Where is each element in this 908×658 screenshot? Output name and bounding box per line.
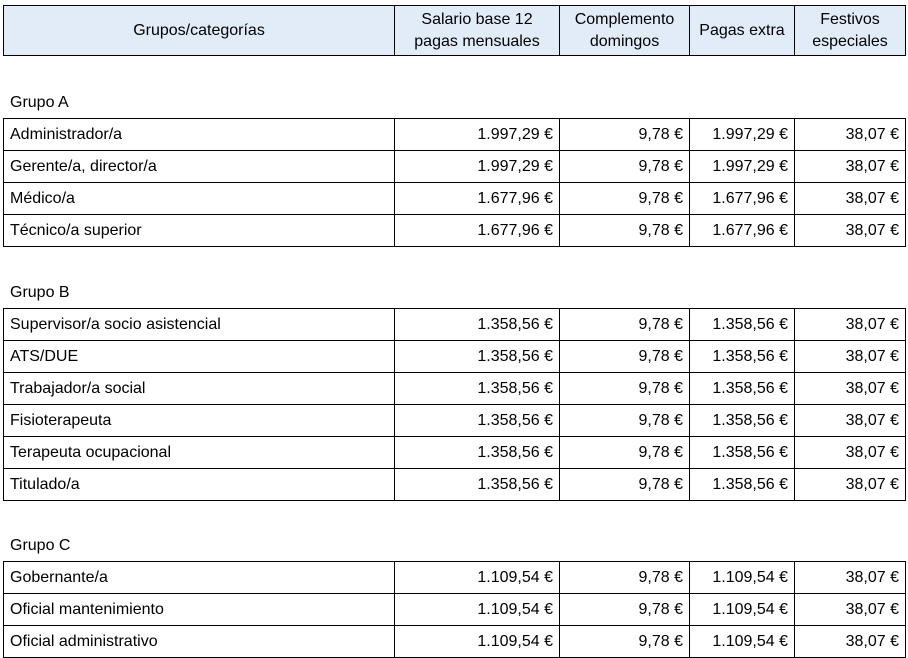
extra-value: 1.358,56 € bbox=[690, 309, 795, 341]
sundays-value: 9,78 € bbox=[560, 151, 690, 183]
group-a-table bbox=[3, 118, 906, 247]
category-name: Oficial mantenimiento bbox=[4, 594, 395, 626]
extra-value: 1.358,56 € bbox=[690, 405, 795, 437]
salary-value: 1.997,29 € bbox=[395, 151, 560, 183]
salary-value: 1.109,54 € bbox=[395, 562, 560, 594]
sundays-value: 9,78 € bbox=[560, 215, 690, 247]
sundays-value: 9,78 € bbox=[560, 469, 690, 501]
salary-value: 1.109,54 € bbox=[395, 594, 560, 626]
header-extra: Pagas extra bbox=[690, 6, 795, 56]
header-sundays: Complemento domingos bbox=[560, 6, 690, 56]
table-row bbox=[4, 562, 906, 594]
extra-value: 1.358,56 € bbox=[690, 469, 795, 501]
salary-table-header bbox=[3, 5, 906, 56]
holidays-value: 38,07 € bbox=[795, 405, 906, 437]
extra-value: 1.109,54 € bbox=[690, 562, 795, 594]
extra-value: 1.109,54 € bbox=[690, 594, 795, 626]
salary-value: 1.677,96 € bbox=[395, 183, 560, 215]
extra-value: 1.997,29 € bbox=[690, 119, 795, 151]
group-title: Grupo C bbox=[10, 537, 71, 554]
table-row bbox=[4, 405, 906, 437]
holidays-value: 38,07 € bbox=[795, 215, 906, 247]
category-name: Técnico/a superior bbox=[4, 215, 395, 247]
holidays-value: 38,07 € bbox=[795, 309, 906, 341]
table-row bbox=[4, 151, 906, 183]
table-row bbox=[4, 341, 906, 373]
salary-value: 1.358,56 € bbox=[395, 437, 560, 469]
table-row bbox=[4, 119, 906, 151]
sundays-value: 9,78 € bbox=[560, 562, 690, 594]
sundays-value: 9,78 € bbox=[560, 437, 690, 469]
table-row bbox=[4, 626, 906, 658]
table-row bbox=[4, 183, 906, 215]
category-name: Supervisor/a socio asistencial bbox=[4, 309, 395, 341]
category-name: Oficial administrativo bbox=[4, 626, 395, 658]
table-row bbox=[4, 215, 906, 247]
holidays-value: 38,07 € bbox=[795, 151, 906, 183]
holidays-value: 38,07 € bbox=[795, 626, 906, 658]
sundays-value: 9,78 € bbox=[560, 594, 690, 626]
salary-value: 1.997,29 € bbox=[395, 119, 560, 151]
sundays-value: 9,78 € bbox=[560, 341, 690, 373]
group-title: Grupo B bbox=[10, 284, 70, 301]
table-row bbox=[4, 469, 906, 501]
group-c-table bbox=[3, 561, 906, 658]
sundays-value: 9,78 € bbox=[560, 373, 690, 405]
sundays-value: 9,78 € bbox=[560, 309, 690, 341]
category-name: Médico/a bbox=[4, 183, 395, 215]
holidays-value: 38,07 € bbox=[795, 469, 906, 501]
extra-value: 1.358,56 € bbox=[690, 373, 795, 405]
extra-value: 1.677,96 € bbox=[690, 215, 795, 247]
table-row bbox=[4, 373, 906, 405]
category-name: Gobernante/a bbox=[4, 562, 395, 594]
extra-value: 1.358,56 € bbox=[690, 437, 795, 469]
holidays-value: 38,07 € bbox=[795, 119, 906, 151]
header-group: Grupos/categorías bbox=[4, 6, 395, 56]
holidays-value: 38,07 € bbox=[795, 373, 906, 405]
salary-value: 1.358,56 € bbox=[395, 309, 560, 341]
category-name: ATS/DUE bbox=[4, 341, 395, 373]
header-row bbox=[4, 6, 906, 56]
table-row bbox=[4, 437, 906, 469]
category-name: Trabajador/a social bbox=[4, 373, 395, 405]
table-row bbox=[4, 309, 906, 341]
salary-value: 1.109,54 € bbox=[395, 626, 560, 658]
category-name: Gerente/a, director/a bbox=[4, 151, 395, 183]
sundays-value: 9,78 € bbox=[560, 183, 690, 215]
header-salary: Salario base 12 pagas mensuales bbox=[395, 6, 560, 56]
salary-value: 1.358,56 € bbox=[395, 405, 560, 437]
header-holidays: Festivos especiales bbox=[795, 6, 906, 56]
salary-value: 1.358,56 € bbox=[395, 373, 560, 405]
holidays-value: 38,07 € bbox=[795, 562, 906, 594]
category-name: Titulado/a bbox=[4, 469, 395, 501]
sundays-value: 9,78 € bbox=[560, 626, 690, 658]
sundays-value: 9,78 € bbox=[560, 119, 690, 151]
holidays-value: 38,07 € bbox=[795, 594, 906, 626]
group-b-table bbox=[3, 308, 906, 501]
category-name: Terapeuta ocupacional bbox=[4, 437, 395, 469]
holidays-value: 38,07 € bbox=[795, 341, 906, 373]
salary-value: 1.358,56 € bbox=[395, 341, 560, 373]
extra-value: 1.997,29 € bbox=[690, 151, 795, 183]
salary-value: 1.358,56 € bbox=[395, 469, 560, 501]
category-name: Administrador/a bbox=[4, 119, 395, 151]
holidays-value: 38,07 € bbox=[795, 437, 906, 469]
extra-value: 1.109,54 € bbox=[690, 626, 795, 658]
table-row bbox=[4, 594, 906, 626]
group-title: Grupo A bbox=[10, 94, 69, 111]
holidays-value: 38,07 € bbox=[795, 183, 906, 215]
category-name: Fisioterapeuta bbox=[4, 405, 395, 437]
extra-value: 1.677,96 € bbox=[690, 183, 795, 215]
salary-value: 1.677,96 € bbox=[395, 215, 560, 247]
extra-value: 1.358,56 € bbox=[690, 341, 795, 373]
sundays-value: 9,78 € bbox=[560, 405, 690, 437]
